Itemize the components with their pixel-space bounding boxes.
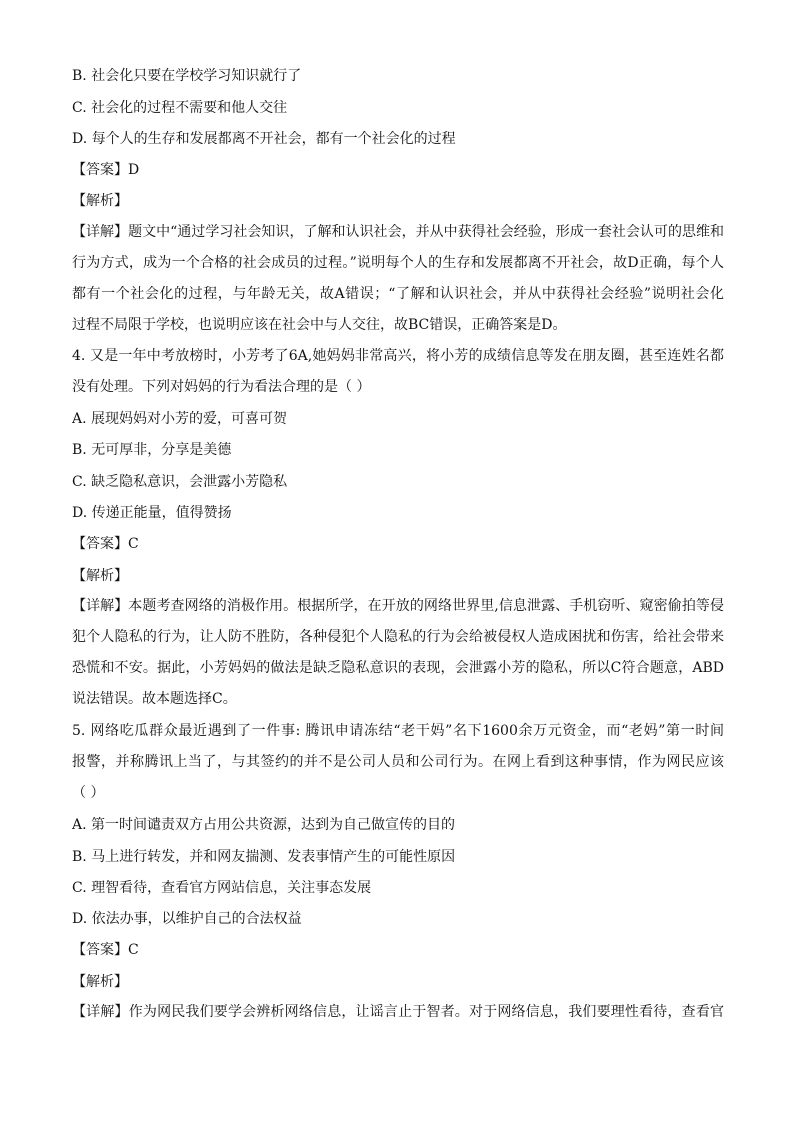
q3-detail [72,217,724,341]
q4-detail-line: 犯个人隐私的行为，让人防不胜防，各种侵犯个人隐私的行为会给被侵权人造成困扰和伤害，给社会带来 [72,629,724,645]
q5-stem-line: 5. 网络吃瓜群众最近遇到了一件事: 腾讯申请冻结“老干妈”名下1600余万元资金，而“老妈”第一时间 [72,723,724,739]
q4-stem-line: 没有处理。下列对妈妈的行为看法合理的是（ ） [72,379,371,395]
q4-option-d: D. 传递正能量，值得赞扬 [72,505,232,521]
q4-stem [72,341,724,403]
q4-analysis-label: 【解析】 [72,568,128,584]
q5-detail-line: 【详解】作为网民我们要学会辨析网络信息，让谣言止于智者。对于网络信息，我们要理性看待，查看官 [72,1004,724,1020]
q4-detail [72,591,724,715]
q3-detail-line: 【详解】题文中“通过学习社会知识，了解和认识社会，并从中获得社会经验，形成一套社会认可的思维和 [72,224,724,240]
q4-option-a: A. 展现妈妈对小芳的爱，可喜可贺 [72,411,288,427]
q5-stem-line: 报警，并称腾讯上当了，与其签约的并不是公司人员和公司行为。在网上看到这种事情，作为网民应该 [72,754,724,770]
q5-stem [72,716,724,809]
q5-answer: 【答案】C [72,942,139,958]
q5-option-a: A. 第一时间谴责双方占用公共资源，达到为自己做宣传的目的 [72,817,456,833]
q3-detail-line: 过程不局限于学校，也说明应该在社会中与人交往，故BC错误，正确答案是D。 [72,317,567,333]
q5-detail [72,997,724,1028]
q5-analysis-label: 【解析】 [72,974,128,990]
q4-detail-line: 说法错误。故本题选择C。 [72,691,237,707]
q4-answer: 【答案】C [72,536,139,552]
q3-option-b: B. 社会化只要在学校学习知识就行了 [72,68,302,84]
q4-detail-line: 【详解】本题考查网络的消极作用。根据所学，在开放的网络世界里,信息泄露、手机窃听、窥密偷拍等侵 [72,598,724,614]
q3-detail-line: 都有一个社会化的过程，与年龄无关，故A错误；“了解和认识社会，并从中获得社会经验”说明社会化 [72,286,724,302]
q4-option-b: B. 无可厚非，分享是美德 [72,442,232,458]
q5-option-d: D. 依法办事，以维护自己的合法权益 [72,911,302,927]
q4-detail-line: 恐慌和不安。据此，小芳妈妈的做法是缺乏隐私意识的表现，会泄露小芳的隐私，所以C符合题意，ABD [72,660,724,676]
q4-option-c: C. 缺乏隐私意识，会泄露小芳隐私 [72,474,288,490]
q5-option-b: B. 马上进行转发，并和网友揣测、发表事情产生的可能性原因 [72,849,456,865]
q3-option-d: D. 每个人的生存和发展都离不开社会，都有一个社会化的过程 [72,131,456,147]
q4-stem-line: 4. 又是一年中考放榜时，小芳考了6A,她妈妈非常高兴，将小芳的成绩信息等发在朋友圈，甚至连姓名都 [72,348,724,364]
q5-option-c: C. 理智看待，查看官方网站信息，关注事态发展 [72,880,372,896]
q3-answer: 【答案】D [72,162,140,178]
q3-option-c: C. 社会化的过程不需要和他人交往 [72,100,288,116]
q5-stem-line: （ ） [72,785,105,801]
q3-analysis-label: 【解析】 [72,193,128,209]
q3-detail-line: 行为方式，成为一个合格的社会成员的过程。”说明每个人的生存和发展都离不开社会，故D正确，每个人 [72,255,724,271]
